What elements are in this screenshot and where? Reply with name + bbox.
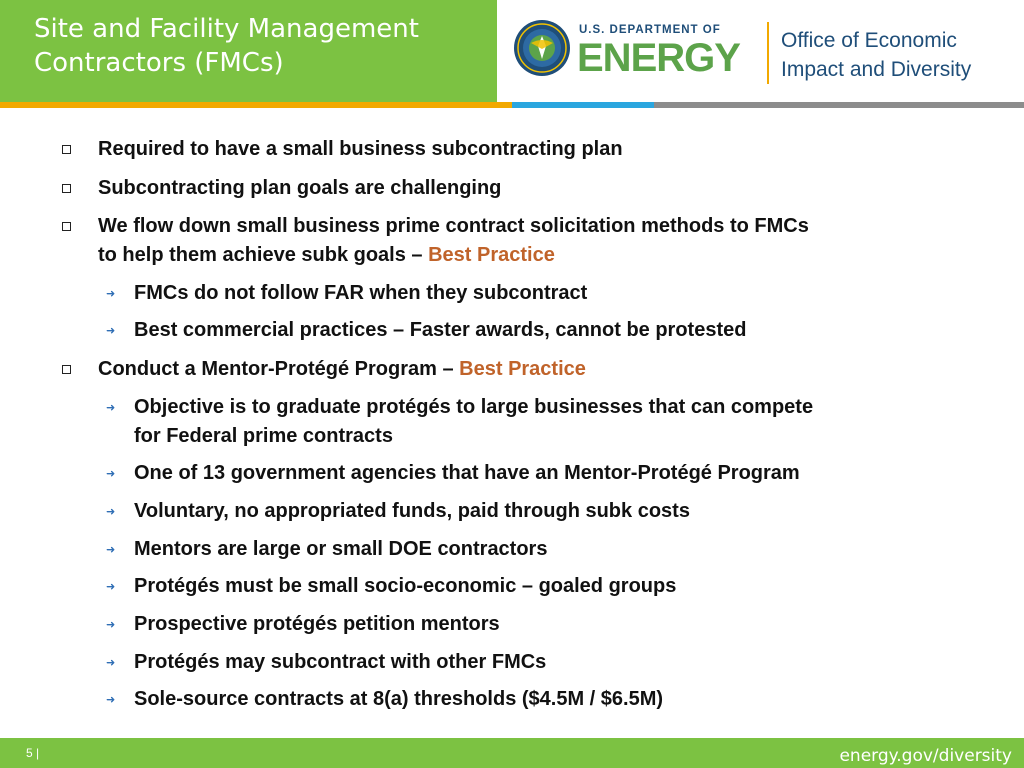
doe-logo-panel: [497, 0, 1024, 102]
doe-energy-wordmark: ENERGY: [577, 36, 740, 80]
sub-bullet-item: FMCs do not follow FAR when they subcontract: [134, 282, 588, 304]
sub-bullet-item: Protégés may subcontract with other FMCs: [134, 651, 547, 673]
square-bullet-icon: [62, 365, 71, 374]
square-bullet-icon: [62, 184, 71, 193]
sub-bullet-item: Mentors are large or small DOE contractors: [134, 538, 548, 560]
footer-bar: [0, 738, 1024, 768]
arrow-bullet-icon: ➜: [106, 694, 116, 706]
doe-seal-icon: [513, 19, 571, 77]
slide-title-line2: Contractors (FMCs): [34, 48, 284, 78]
arrow-bullet-icon: ➜: [106, 468, 116, 480]
slide-title-line1: Site and Facility Management: [34, 14, 419, 44]
sub-bullet-item: Best commercial practices – Faster awards, cannot be protested: [134, 319, 747, 341]
page-number: 5 |: [26, 746, 40, 760]
square-bullet-icon: [62, 145, 71, 154]
best-practice-label: Best Practice: [459, 358, 586, 380]
sub-bullet-item: Prospective protégés petition mentors: [134, 613, 500, 635]
arrow-bullet-icon: ➜: [106, 619, 116, 631]
bullet-item: [98, 212, 978, 270]
arrow-bullet-icon: ➜: [106, 506, 116, 518]
arrow-bullet-icon: ➜: [106, 288, 116, 300]
sub-bullet-item: Protégés must be small socio-economic – goaled groups: [134, 575, 677, 597]
bullet-line: [98, 241, 978, 270]
bullet-text: Conduct a Mentor-Protégé Program –: [98, 358, 460, 380]
arrow-bullet-icon: ➜: [106, 325, 116, 337]
header-bar: [0, 0, 1024, 102]
doe-department-text: U.S. DEPARTMENT OF: [579, 24, 721, 36]
footer-url: energy.gov/diversity: [839, 746, 1012, 766]
bullet-item: [98, 355, 978, 384]
arrow-bullet-icon: ➜: [106, 402, 116, 414]
arrow-bullet-icon: ➜: [106, 544, 116, 556]
office-name: [781, 26, 971, 84]
bullet-line: We flow down small business prime contract solicitation methods to FMCs: [98, 215, 809, 237]
sub-bullet-line: Objective is to graduate protégés to large businesses that can compete: [134, 396, 814, 418]
sub-bullet-item: One of 13 government agencies that have an Mentor-Protégé Program: [134, 462, 800, 484]
slide-title: [34, 12, 494, 80]
bullet-item: Subcontracting plan goals are challenging: [98, 177, 502, 199]
arrow-bullet-icon: ➜: [106, 581, 116, 593]
bullet-item: Required to have a small business subcontracting plan: [98, 138, 623, 160]
bullet-list: [0, 108, 1024, 738]
sub-bullet-item: [134, 393, 974, 451]
sub-bullet-item: Voluntary, no appropriated funds, paid through subk costs: [134, 500, 690, 522]
office-name-line2: Impact and Diversity: [781, 58, 972, 81]
sub-bullet-item: Sole-source contracts at 8(a) thresholds ($4.5M / $6.5M): [134, 688, 664, 710]
office-name-line1: Office of Economic: [781, 29, 957, 52]
square-bullet-icon: [62, 222, 71, 231]
arrow-bullet-icon: ➜: [106, 657, 116, 669]
sub-bullet-line: for Federal prime contracts: [134, 425, 393, 447]
bullet-text: to help them achieve subk goals –: [98, 244, 429, 266]
logo-divider: [767, 22, 769, 84]
best-practice-label: Best Practice: [428, 244, 555, 266]
